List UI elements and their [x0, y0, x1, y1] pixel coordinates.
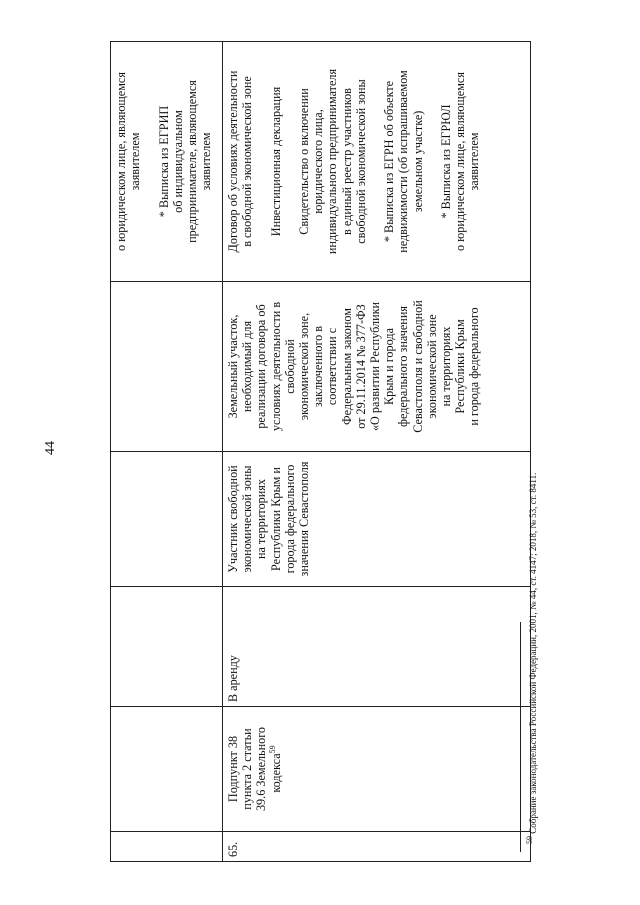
basis-line-3: 39.6 Земельного [254, 726, 269, 812]
table-row-top [111, 42, 223, 862]
doc-line-7: юридического лица, [311, 109, 326, 214]
right-type: В аренду [226, 655, 240, 702]
doc-line-5 [283, 46, 297, 277]
top-doc-line-5: об индивидуальном [170, 110, 185, 213]
top-doc-line-1: о юридическом лице, являющемся [114, 72, 128, 251]
doc-line-15 [425, 46, 439, 277]
right-cell [223, 587, 531, 707]
doc-line-9: в единый реестр участников [339, 88, 354, 235]
doc-line-18: заявителем [467, 132, 482, 191]
footnote-mark: 59 [525, 836, 534, 844]
basis-cell [223, 707, 531, 832]
doc-line-10: свободной экономической зоны [353, 79, 368, 244]
applicant-line-1: Участник свободной [226, 465, 240, 573]
top-doc-line-4: * Выписка из ЕГРИП [156, 105, 171, 218]
doc-line-14: земельном участке) [410, 110, 425, 213]
applicant-line-5: города федерального [282, 464, 297, 574]
doc-line-12: * Выписка из ЕГРН об объекте [382, 80, 397, 243]
land-line-17: Республики Крым [453, 319, 468, 414]
land-line-18: и города федерального [467, 307, 482, 426]
table-row-65 [223, 42, 531, 862]
basis-line-4-text: кодекса [268, 753, 283, 793]
footnote [525, 44, 538, 844]
applicant-cell [223, 452, 531, 587]
page-number: 44 [43, 441, 58, 455]
land-line-1: Земельный участок, [226, 314, 240, 419]
row-number-cell [223, 832, 531, 862]
top-cell-basis [111, 707, 223, 832]
applicant-line-2: экономической зоны [240, 465, 255, 573]
land-line-7: заключенного в [311, 325, 326, 408]
land-line-6: экономической зоне, [297, 312, 312, 421]
top-doc-line-3 [142, 46, 156, 277]
doc-line-2: в свободной экономической зоне [240, 76, 255, 247]
footnote-text: Собрание законодательства Российской Федерации, 2001, № 44, ст. 4147; 2018, № 53, ст. 8411. [528, 472, 538, 834]
top-cell-land [111, 282, 223, 452]
footnote-ref: 59 [267, 745, 277, 754]
doc-line-17: о юридическом лице, являющемся [453, 72, 468, 251]
document-table [110, 41, 531, 862]
top-cell-num [111, 832, 223, 862]
applicant-line-3: на территориях [254, 479, 269, 559]
documents-cell [223, 42, 531, 282]
doc-line-8: индивидуального предпринимателя [325, 68, 340, 255]
top-cell-applicant [111, 452, 223, 587]
doc-line-16: * Выписка из ЕГРЮЛ [439, 104, 454, 219]
land-line-4: условиях деятельности в [268, 301, 283, 432]
land-line-12: Крым и города [382, 328, 397, 405]
land-line-14: Севастополя и свободной [410, 300, 425, 433]
footnote-separator [520, 622, 521, 852]
land-line-15: экономической зоне [424, 314, 439, 419]
land-line-3: реализации договора об [254, 304, 269, 429]
top-doc-line-7: заявителем [199, 132, 214, 191]
basis-line-1: Подпункт 38 [226, 735, 240, 803]
land-line-8: соответствии с [325, 327, 340, 406]
applicant-line-6: значения Севастополя [297, 461, 312, 577]
row-number: 65. [226, 841, 240, 857]
land-cell [223, 282, 531, 452]
land-line-13: федерального значения [396, 306, 411, 427]
top-doc-line-2: заявителем [128, 132, 143, 191]
doc-line-6: Свидетельство о включении [297, 88, 312, 235]
land-line-16: на территориях [439, 326, 454, 407]
doc-line-4: Инвестиционная декларация [268, 86, 283, 237]
doc-line-13: недвижимости (об испрашиваемом [396, 70, 411, 253]
doc-line-1: Договор об условиях деятельности [226, 70, 240, 253]
basis-line-4 [269, 711, 283, 827]
applicant-line-4: Республики Крым и [268, 467, 283, 571]
land-line-2: необходимый для [240, 320, 255, 413]
rotated-page-content [110, 42, 538, 862]
top-doc-line-6: предпринимателе, являющемся [185, 80, 200, 243]
land-line-10: от 29.11.2014 № 377-ФЗ [353, 304, 368, 429]
doc-line-11 [368, 46, 382, 277]
land-line-11: «О развитии Республики [368, 301, 383, 432]
land-line-9: Федеральным законом [339, 308, 354, 425]
doc-line-3 [254, 46, 268, 277]
basis-line-2: пункта 2 статьи [240, 728, 255, 810]
land-line-5: свободной [282, 339, 297, 394]
top-cell-documents [111, 42, 223, 282]
top-cell-right [111, 587, 223, 707]
